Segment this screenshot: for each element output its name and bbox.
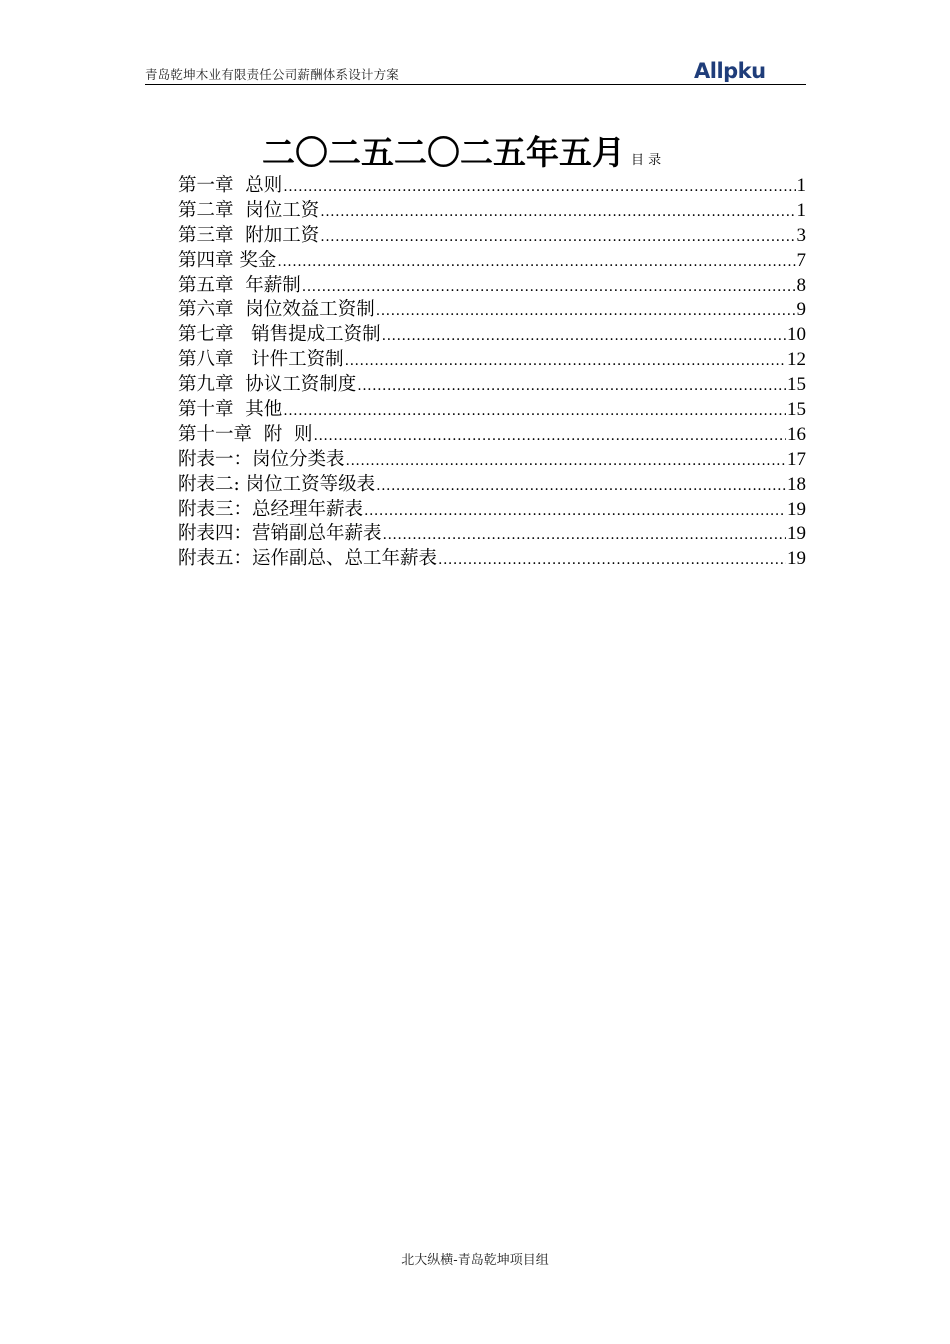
toc-leader-dots xyxy=(376,299,796,324)
toc-entry-label: 第八章 计件工资制 xyxy=(178,349,344,371)
toc-entry-label: 第四章 奖金 xyxy=(178,249,277,271)
toc-entry-page: 17 xyxy=(787,448,806,470)
page-footer: 北大纵横-青岛乾坤项目组 xyxy=(401,1253,549,1268)
toc-entry[interactable] xyxy=(178,448,806,473)
toc-entry-label: 第六章 岗位效益工资制 xyxy=(178,299,375,321)
toc-entry-page: 18 xyxy=(787,473,806,495)
toc-leader-dots xyxy=(320,200,795,225)
toc-leader-dots xyxy=(345,349,786,374)
toc-entry[interactable] xyxy=(178,249,806,274)
logo-text: Allpku xyxy=(694,60,766,82)
toc-entry-label: 第十一章 附 则 xyxy=(178,423,313,445)
toc-entry-page: 1 xyxy=(796,175,806,196)
toc-entry[interactable] xyxy=(178,224,806,249)
title-toc-label: 目 录 xyxy=(631,153,662,168)
toc-entry-page: 9 xyxy=(796,299,806,321)
toc-entry[interactable] xyxy=(178,398,806,423)
page-header xyxy=(145,56,806,85)
toc-entry-label: 第九章 协议工资制度 xyxy=(178,374,357,396)
toc-entry-label: 第十章 其他 xyxy=(178,399,283,421)
toc-leader-dots xyxy=(382,324,786,349)
header-title: 青岛乾坤木业有限责任公司薪酬体系设计方案 xyxy=(145,67,400,82)
allpku-logo xyxy=(694,58,806,82)
allpku-logo-icon xyxy=(694,60,806,82)
toc-entry[interactable] xyxy=(178,423,806,448)
toc-leader-dots xyxy=(320,225,795,250)
toc-entry-page: 3 xyxy=(796,224,806,246)
toc-entry-page: 19 xyxy=(787,548,806,570)
toc-entry[interactable] xyxy=(178,174,806,199)
toc-entry-label: 附表二: 岗位工资等级表 xyxy=(178,473,376,495)
toc-entry[interactable] xyxy=(178,547,806,572)
toc-entry-page: 19 xyxy=(787,523,806,545)
toc-leader-dots xyxy=(283,175,795,200)
toc-entry[interactable] xyxy=(178,199,806,224)
toc-entry-page: 1 xyxy=(796,199,806,221)
toc-entry-page: 10 xyxy=(787,324,806,346)
toc-entry-page: 19 xyxy=(787,498,806,520)
toc-entry-label: 附表一：岗位分类表 xyxy=(178,448,345,470)
toc-entry[interactable] xyxy=(178,274,806,299)
toc-leader-dots xyxy=(277,250,795,275)
toc-entry-label: 第一章 总则 xyxy=(178,175,283,196)
toc-entry-label: 第五章 年薪制 xyxy=(178,274,301,296)
toc-leader-dots xyxy=(438,548,786,573)
toc-leader-dots xyxy=(376,474,786,499)
toc-leader-dots xyxy=(383,523,786,548)
toc-entry-page: 16 xyxy=(787,423,806,445)
toc-entry-label: 附表四：营销副总年薪表 xyxy=(178,523,382,545)
toc-leader-dots xyxy=(357,374,786,399)
toc-leader-dots xyxy=(364,499,786,524)
toc-entry[interactable] xyxy=(178,498,806,523)
toc-entry-page: 12 xyxy=(787,349,806,371)
toc-leader-dots xyxy=(314,424,786,449)
toc-leader-dots xyxy=(346,449,786,474)
toc-entry[interactable] xyxy=(178,373,806,398)
toc-entry[interactable] xyxy=(178,522,806,547)
toc-entry[interactable] xyxy=(178,298,806,323)
toc-entry-page: 8 xyxy=(796,274,806,296)
title-date: 二〇二五二〇二五年五月 xyxy=(262,133,625,172)
toc-entry-label: 附表三：总经理年薪表 xyxy=(178,498,364,520)
toc-leader-dots xyxy=(302,275,796,300)
toc-entry-label: 附表五：运作副总、总工年薪表 xyxy=(178,548,438,570)
toc-entry-page: 15 xyxy=(787,399,806,421)
toc-entry[interactable] xyxy=(178,348,806,373)
toc-entry-label: 第三章 附加工资 xyxy=(178,224,320,246)
document-title xyxy=(262,127,661,174)
toc-entry-page: 7 xyxy=(796,249,806,271)
toc-entry-label: 第七章 销售提成工资制 xyxy=(178,324,381,346)
toc-leader-dots xyxy=(283,399,786,424)
toc-entry[interactable] xyxy=(178,323,806,348)
toc-entry-label: 第二章 岗位工资 xyxy=(178,199,320,221)
table-of-contents xyxy=(178,174,806,572)
toc-entry[interactable] xyxy=(178,473,806,498)
toc-entry-page: 15 xyxy=(787,374,806,396)
